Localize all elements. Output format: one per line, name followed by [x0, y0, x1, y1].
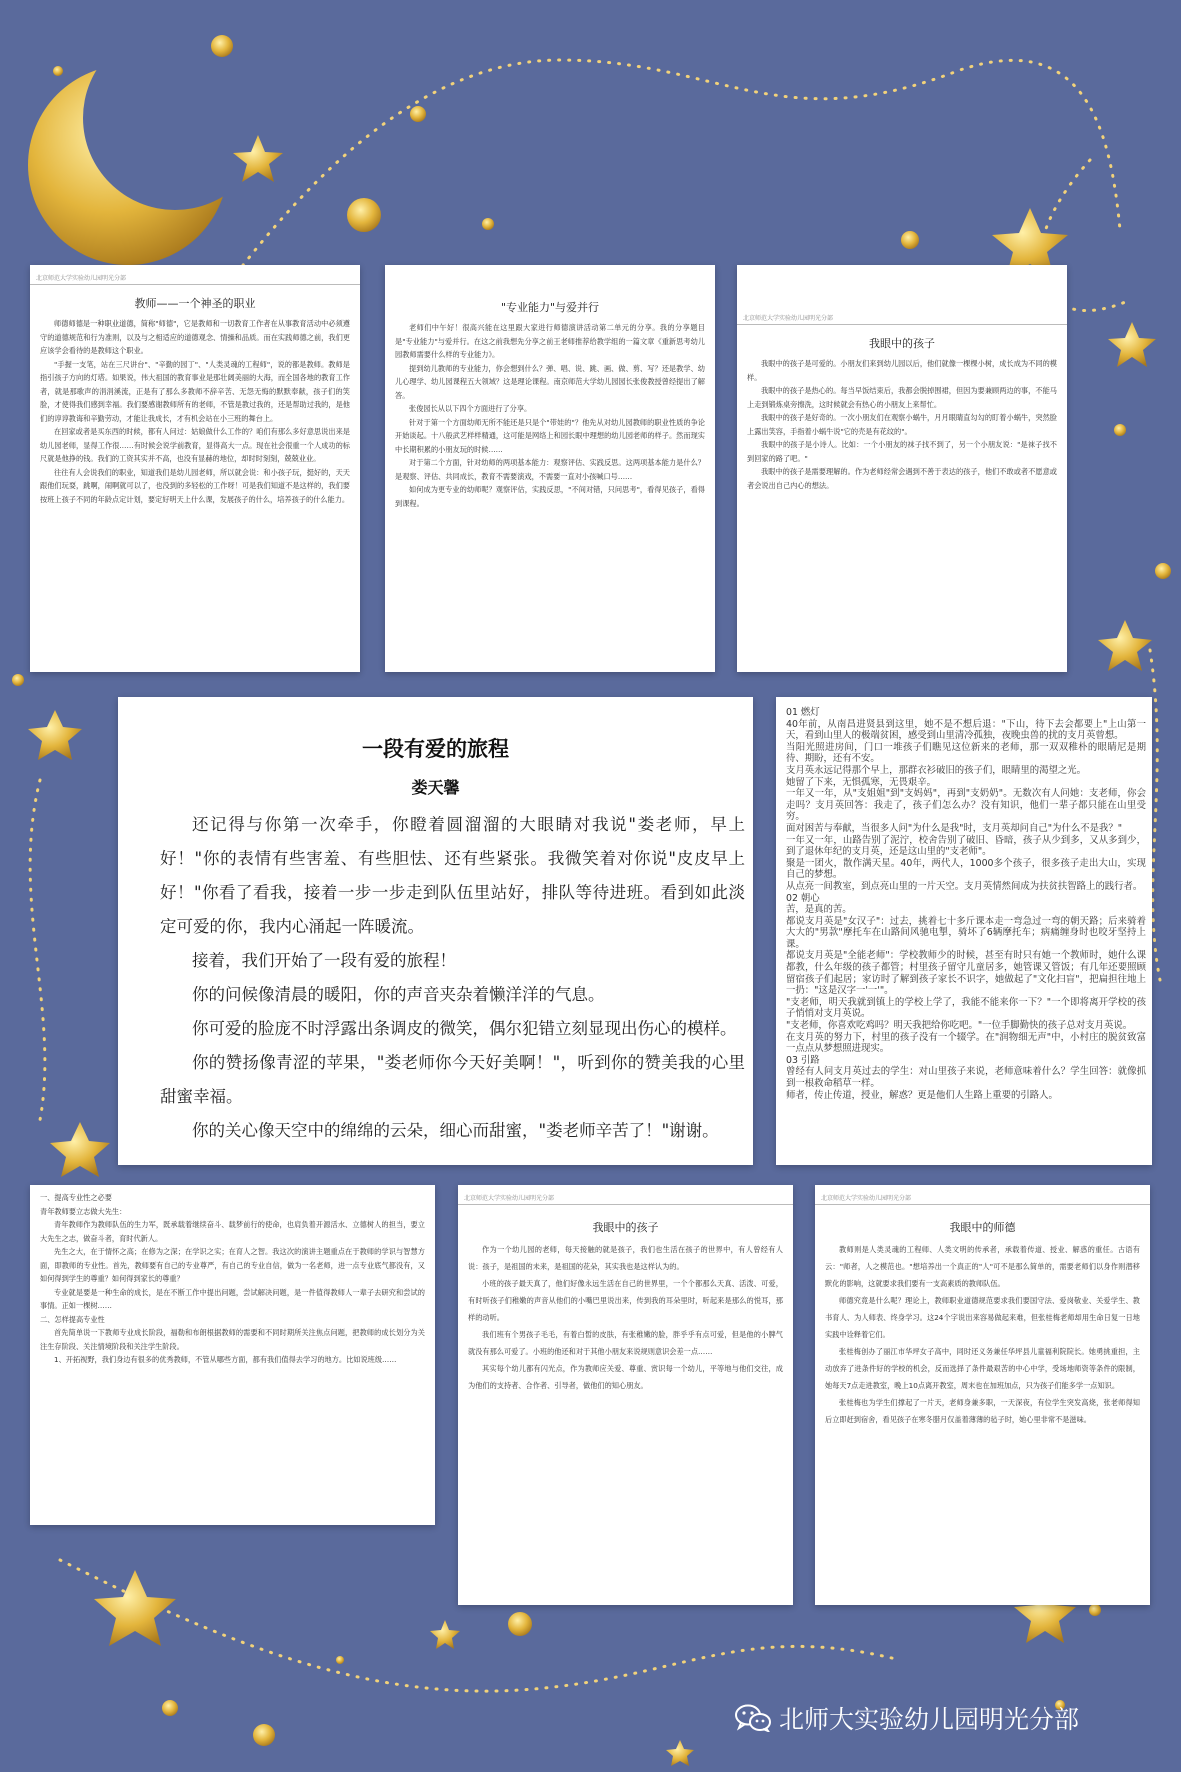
star-icon [666, 1740, 694, 1766]
paragraph: 一、提高专业性之必要 [40, 1193, 112, 1202]
page-title: 我眼中的孩子 [592, 1221, 659, 1234]
paragraph: 老师们中午好！很高兴能在这里跟大家进行师德演讲活动第二单元的分享。我的分享题目是"专业能力"与爱并行。在这之前我想先分享之前王老师推荐给教学组的一篇文章《重新思考幼儿园教师需要什么样的专业能力》。 [395, 323, 705, 359]
wechat-icon [735, 1704, 771, 1732]
document-page-professional-ability [385, 265, 715, 672]
paragraph: 我眼中的孩子是好奇的。一次小朋友们在观察小蜗牛，月月眼睛直勾勾的盯着小蜗牛，突然脸上露出笑容，手指着小蜗牛说"它的壳是有花纹的"。 [747, 413, 1057, 436]
document-page-journey-of-love [118, 697, 753, 1165]
dot-icon [1155, 563, 1171, 579]
moon-icon [28, 65, 228, 265]
paragraph: 在回家或者是买东西的时候，都有人问过：姑娘做什么工作的？咱们有那么多好意思说出来是幼儿园老师，显得工作很……有时候会说学前教育，显得高大一点。现在社会很重一个人成功的标尺就是他挣的钱。我们的工资其实并不高，也没有显赫的地位，却时时刻刻，兢兢业业。 [40, 427, 350, 463]
dot-icon [1114, 424, 1126, 436]
paragraph: 教师则是人类灵魂的工程师、人类文明的传承者，承载着传道、授业、解惑的重任。古语有云："师者，人之模范也。"想培养出一个真正的"人"可不是那么简单的，需要老师们以身作则潜移默化的影响，这就要求我们要有一支高素质的教师队伍。 [825, 1245, 1140, 1288]
paragraph: "手握一支笔，站在三尺讲台"、"辛勤的园丁"、"人类灵魂的工程师"，说的都是教师。教师是指引孩子方向的灯塔。如果说，伟大祖国的教育事业是那壮阔美丽的大海，而全国各地的教育工作者，就是那歌声的涓涓溪流，正是有了那么多教师不辞辛苦、无怨无悔的默默奉献，孩子们的笑脸，才使得我们感到幸福。我们要感谢教师所有的老师，不管是教过我的，还是帮助过我的，是他们的谆谆教诲和辛勤劳动，才能让我成长，才有机会站在小三班的舞台上。 [40, 359, 350, 423]
paragraph: 张俊园长从以下四个方面进行了分享。 [409, 404, 532, 413]
paragraph: 我眼中的孩子是可爱的。小朋友们来到幼儿园以后，他们就像一棵棵小树，成长成为不同的模样。 [747, 359, 1057, 382]
document-page-children-in-my-eyes [737, 265, 1067, 672]
paragraph: 小班的孩子最天真了，他们好像永远生活在自己的世界里，一个个都那么天真、活泼、可爱，有时听孩子们稚嫩的声音从他们的小嘴巴里说出来，传到我的耳朵里时，听起来是那么的悦耳，那样的动听。 [468, 1279, 783, 1322]
page-body [815, 1241, 1150, 1428]
brand-label: 北师大实验幼儿园明光分部 [779, 1705, 1080, 1734]
brand-watermark [735, 1700, 1079, 1736]
paragraph: 都说支月英是"女汉子"：过去，挑着七十多斤课本走一弯急过一弯的朝天路；后来骑着大大的"男款"摩托车在山路间风驰电掣，骑坏了6辆摩托车；病痛缠身时也咬牙坚持上课。 [786, 915, 1146, 950]
dot-icon [508, 1612, 532, 1636]
paragraph: 青年教师要立志做大先生： [40, 1206, 127, 1216]
paragraph: 01 燃灯 [786, 707, 820, 718]
page-body [776, 697, 1152, 1101]
dot-icon [901, 231, 919, 249]
document-page-teacher-ethics [815, 1185, 1150, 1605]
dot-icon [336, 1656, 344, 1664]
paragraph: 师德究竟是什么呢？理论上，教师职业道德规范要求我们要国守法、爱岗敬业、关爱学生、教书育人、为人师表、终身学习。这24个字说出来容易做起来难，但张桂梅老师却用生命日复一日地实践中诠释着它们。 [825, 1296, 1140, 1339]
paragraph: 曾经有人问支月英过去的学生：对山里孩子来说，老师意味着什么？学生回答：就像抓到一根救命稻草一样。 [786, 1066, 1146, 1089]
paragraph: 还记得与你第一次牵手，你瞪着圆溜溜的大眼睛对我说"娄老师，早上好！"你的表情有些害羞、有些胆怯、还有些紧张。我微笑着对你说"皮皮早上好！"你看了看我，接着一步一步走到队伍里站好，排队等待进班。看到如此淡定可爱的你，我内心涌起一阵暖流。 [160, 815, 745, 936]
dot-icon [162, 1700, 178, 1716]
document-page-zhi-yueying [776, 697, 1152, 1165]
star-icon [233, 135, 283, 182]
paragraph: 你的关心像天空中的绵绵的云朵，细心而甜蜜，"娄老师辛苦了！"谢谢。 [192, 1121, 719, 1140]
paragraph: 在支月英的努力下，村里的孩子没有一个辍学。在"润物细无声"中，小村庄的脱贫致富一点点从梦想照进现实。 [786, 1031, 1146, 1055]
star-icon [28, 710, 82, 760]
star-icon [50, 1122, 110, 1177]
dotted-curve [30, 780, 45, 1120]
dot-icon [347, 198, 381, 232]
paragraph: 一年又一年，山路告别了泥泞，校舍告别了破旧、昏暗，孩子从少到多，又从多到少，到了退休年纪的支月英，还是这山里的"支老师"。 [786, 834, 1146, 858]
paragraph: 接着，我们开始了一段有爱的旅程！ [192, 951, 456, 970]
paragraph: 首先简单说一下教师专业成长阶段，福勒和布朗根据教师的需要和不同时期所关注焦点问题，把教师的成长划分为关注生存阶段、关注情境阶段和关注学生阶段。 [40, 1328, 425, 1351]
paragraph: 面对困苦与奉献，当很多人问"为什么是我"时，支月英却问自己"为什么不是我？" [786, 822, 1123, 834]
dot-icon [482, 218, 494, 230]
page-title: "专业能力"与爱并行 [500, 301, 600, 314]
paragraph: 我眼中的孩子是小诗人。比如：一个小朋友的袜子找不到了，另一个小朋友说："是袜子找不到回家的路了吧。" [747, 440, 1057, 463]
page-header: 北京师范大学实验幼儿园明光分部 [737, 313, 1067, 325]
paragraph: 40年前，从南昌进贤县到这里，她不是不想后退："下山，待下去会都要上"上山第一天，看到山里人的极端贫困，感受到山里清冷孤独，夜晚虫兽的扰的支月英曾想。 [786, 718, 1146, 742]
paragraph: 我眼中的孩子是热心的。每当早饭结束后，我都会脱掉围裙，但因为要兼顾两边的事，不能马上走到锻炼桌旁擦洗，这时候就会有热心的小朋友上来帮忙。 [747, 386, 1057, 409]
document-page-children-in-my-eyes-2 [458, 1185, 793, 1605]
paragraph: 专业就是要是一种生命的成长，是在不断工作中提出问题，尝试解决问题，是一件值得教师人一辈子去研究和尝试的事情。正如一棵树…… [40, 1287, 425, 1310]
dot-icon [53, 66, 63, 76]
document-page-professionalism [30, 1185, 435, 1525]
dot-icon [12, 674, 24, 686]
paragraph: "支老师，你喜欢吃鸡吗？明天我把给你吃吧。"一位手脚勤快的孩子总对支月英说。 [786, 1020, 1133, 1032]
document-page-teacher-profession [30, 265, 360, 672]
paragraph: 你的问候像清晨的暖阳，你的声音夹杂着懒洋洋的气息。 [192, 985, 605, 1004]
page-body [458, 1241, 793, 1394]
paragraph: 对于第二个方面，针对幼师的两项基本能力：观察评估、实践反思。这两项基本能力是什么？是观察、评估、共同成长，教育不需要演戏，不需要一直对小孩喊口号…… [395, 458, 705, 481]
star-icon [1108, 322, 1156, 367]
page-title: 我眼中的师德 [949, 1221, 1016, 1234]
paragraph: 张桂梅创办了丽江市华坪女子高中，同时还义务兼任华坪县儿童福利院院长。她勇挑重担，主动放弃了进条件好的学校的机会，反而选择了条件最艰苦的中心中学，受场地师资等条件的限制，她每天7点走进教室，晚上10点离开教室，周末也在加班加点，只为孩子们能多学一点知识。 [825, 1347, 1140, 1390]
dot-icon [1089, 1604, 1101, 1616]
paragraph: 二、怎样提高专业性 [40, 1314, 105, 1324]
page-body [385, 321, 715, 510]
star-icon [1098, 620, 1152, 671]
paragraph: 师者，传止传道，授业，解惑？更是他们人生路上重要的引路人。 [786, 1089, 1058, 1101]
paragraph: 其实每个幼儿都有闪光点，作为教师应关爱、尊重、赏识每一个幼儿，平等地与他们交往，成为他们的支持者、合作者、引导者，做他们的知心朋友。 [468, 1364, 783, 1390]
paragraph: 她留了下来，无惧孤寒，无畏艰辛。 [786, 776, 937, 788]
paragraph: 青年教师作为教师队伍的生力军，既承载着继续奋斗、载梦前行的使命，也肩负着开源活水、立德树人的担当，要立大先生之志，做奋斗者，育时代新人。 [40, 1220, 425, 1243]
paragraph: 1、开拓视野，我们身边有很多的优秀教师，不管从哪些方面，都有我们值得去学习的地方。比如说班级…… [54, 1355, 397, 1364]
paragraph: 聚是一团火，散作满天星。40年，两代人，1000多个孩子，很多孩子走出大山，实现自己的梦想。 [786, 857, 1146, 881]
paragraph: 03 引路 [786, 1054, 820, 1066]
paragraph: 你的赞扬像青涩的苹果，"娄老师你今天好美啊！"，听到你的赞美我的心里甜蜜幸福。 [160, 1053, 745, 1106]
page-title: 我眼中的孩子 [869, 337, 935, 350]
page-header: 北京师范大学实验幼儿园明光分部 [30, 273, 360, 285]
paragraph: 苦，是真的苦。 [786, 904, 852, 916]
paragraph: 一年又一年，从"支姐姐"到"支妈妈"，再到"支奶奶"。无数次有人问她：支老师，你会走吗？支月英回答：我走了，孩子们怎么办？没有知识，他们一辈子都只能在山里受穷。 [786, 788, 1146, 823]
page-header: 北京师范大学实验幼儿园明光分部 [815, 1193, 1150, 1205]
page-author: 娄天馨 [411, 778, 460, 797]
paragraph: 我们班有个男孩子毛毛，有着白皙的皮肤，有张稚嫩的脸，胖乎乎有点可爱，但是他的小脾气就没有那么可爱了。小班的他还和对于其他小朋友来说规则意识会差一点…… [468, 1330, 783, 1356]
page-title: 教师——一个神圣的职业 [134, 297, 256, 310]
page-body [118, 808, 753, 1148]
page-body [737, 357, 1067, 492]
dot-icon [253, 1724, 275, 1746]
paragraph: 02 朝心 [786, 892, 820, 904]
page-body [30, 1185, 435, 1367]
page-title: 一段有爱的旅程 [362, 737, 509, 761]
paragraph: 针对于第一个方面幼师无所不能还是只是个"带娃的"？他先从对幼儿园教师的职业性质的争论开始谈起。十八般武艺样样精通，这可能是网络上和园长眼中理想的幼儿园老师的样子。然而现实中长期积累的小朋友玩的时候…… [395, 417, 705, 454]
paragraph: 从点亮一间教室，到点亮山里的一片天空。支月英情然间成为扶贫扶智路上的践行者。 [786, 880, 1143, 892]
page-body [30, 317, 360, 506]
page-header: 北京师范大学实验幼儿园明光分部 [458, 1193, 793, 1205]
paragraph: 当阳光照进房间，门口一堆孩子们瞧见这位新来的老师，那一双双稚朴的眼睛尼是期待、期盼，还有不安。 [786, 741, 1146, 765]
dot-icon [211, 35, 233, 57]
paragraph: "支老师，明天我就到镇上的学校上学了，我能不能来你一下？"一个即将离开学校的孩子悄悄对支月英说。 [786, 996, 1146, 1020]
paragraph: 往往有人会说我们的职业，知道我们是幼儿园老师，所以就会说：和小孩子玩，挺好的，天天跟他们玩耍，跳啊，闹啊就可以了，也没到的多轻松的工作呀！可是我们知道不是这样的，我们要按班上孩子不同的年龄点定计划，要定好明天上什么课，发展孩子的什么，培养孩子的什么能力。 [40, 467, 350, 504]
star-icon [430, 1620, 460, 1649]
paragraph: 张桂梅也为学生们撑起了一片天，老师身兼多职，一天深夜，有位学生突发高烧，张老师得知后立即赶到宿舍，看见孩子在寒冬腊月仅盖着薄薄的毡子时，她心里非常不是滋味。 [825, 1398, 1140, 1424]
paragraph: 师德师德是一种职业道德，简称"师德"，它是教师和一切教育工作者在从事教育活动中必须遵守的道德规范和行为准则，以及与之相适应的道德观念、情操和品质。而在实践师德之前，我们更应该学会看待的是教师这个职业。 [40, 319, 350, 355]
paragraph: 支月英永远记得那个早上，那群衣衫破旧的孩子们，眼睛里的渴望之光。 [786, 764, 1087, 776]
paragraph: 如何成为更专业的幼师呢？观察评估，实践反思，"不间对错，只问思考"，看得见孩子，看得到课程。 [395, 485, 705, 508]
paragraph: 你可爱的脸庞不时浮露出条调皮的微笑，偶尔犯错立刻显现出伤心的模样。 [192, 1019, 737, 1038]
dot-icon [410, 106, 426, 122]
paragraph: 先生之大，在于情怀之高；在修为之深；在学识之实；在育人之智。我这次的演讲主题重点在于教师的学识与智慧方面，即教师的专业性。首先，教师要有自己的专业尊严，有自己的专业自信，做为一名老师，进一点专业底气都没有，又如何得到学生的尊重？如何得到家长的尊重？ [40, 1247, 425, 1283]
paragraph: 都说支月英是"全能老师"：学校教师少的时候，甚至有时只有她一个教师时，她什么课都教，什么年级的孩子都管；村里孩子留守儿童居多，她管课又管饭；有几年还要照顾留宿孩子们起居；家访时了解到孩子家长不识字，她做起了"文化扫盲"，把扁担往地上一扔："这是汉字一'一'"。 [786, 950, 1146, 997]
paragraph: 作为一个幼儿园的老师，每天接触的就是孩子，我们也生活在孩子的世界中，有人曾经有人说：孩子，是祖国的未来，是祖国的花朵，其实我也是这样认为的。 [468, 1245, 783, 1271]
paragraph: 我眼中的孩子是需要理解的。作为老师经常会遇到不善于表达的孩子，他们不敢或者不愿意或者会说出自己内心的想法。 [747, 467, 1057, 490]
paragraph: 提到幼儿教师的专业能力，你会想到什么？弹、唱、说、跳、画、做、剪、写？还是教学、幼儿心理学、幼儿园课程五大领域？这是理论课程。南京师范大学幼儿园园长张俊教授曾经提出了解答。 [395, 363, 705, 400]
